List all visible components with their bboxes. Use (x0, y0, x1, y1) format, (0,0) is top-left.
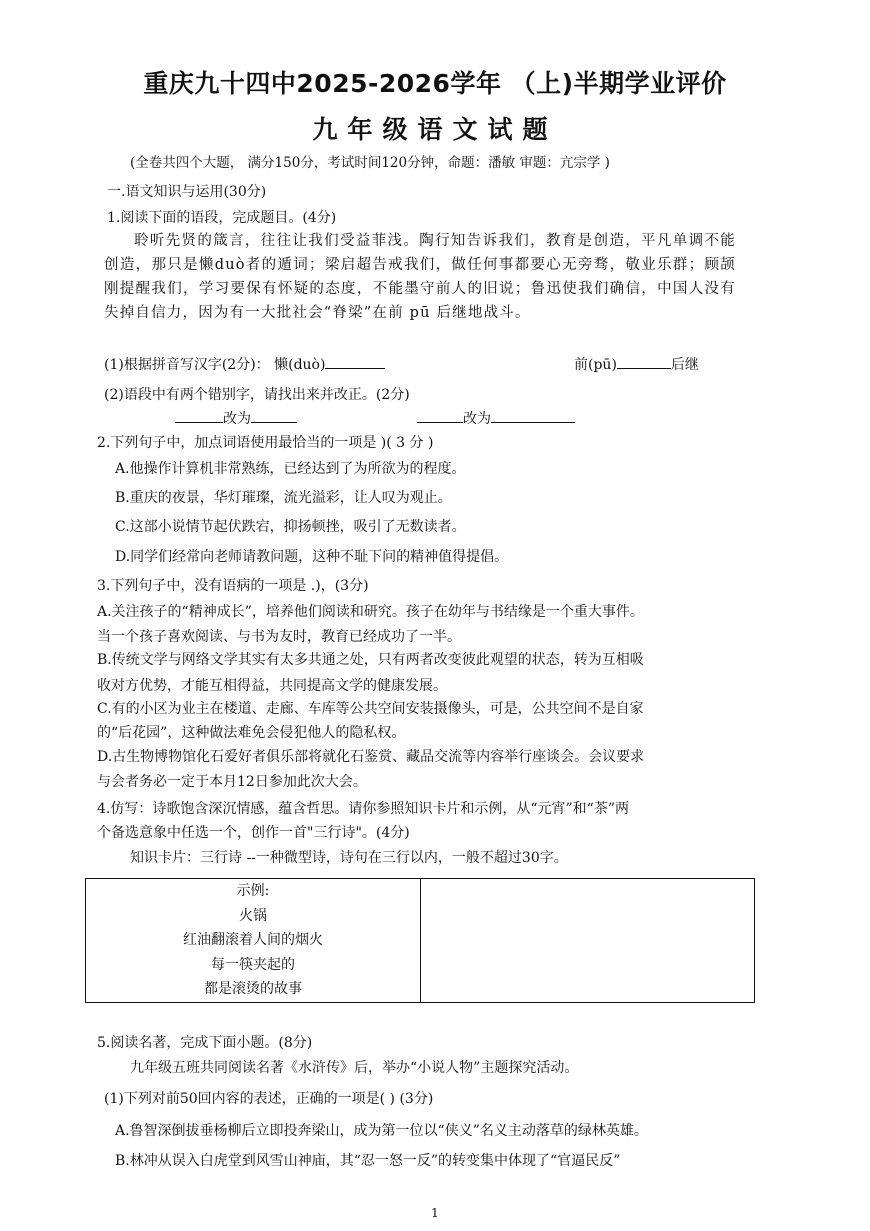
q1-sub1-right (574, 354, 699, 374)
q3-line: 的“后花园”，这种做法难免会侵犯他人的隐私权。 (97, 725, 406, 741)
q3-line: D.古生物博物馆化石爱好者俱乐部将就化石鉴赏、藏品交流等内容举行座谈会。会议要求 (97, 749, 645, 765)
exam-subtitle: 九年级语文试题 (312, 115, 558, 144)
q1-fix-line (175, 408, 297, 428)
poem-line: 每一筷夹起的 (211, 956, 295, 973)
answer-blank[interactable] (325, 354, 385, 369)
q5-prompt: 5.阅读名著，完成下面小题。(8分) (97, 1035, 313, 1051)
answer-blank[interactable] (417, 408, 463, 423)
fix-label: 改为 (463, 411, 491, 427)
q3-line: 与会者务必一定于本月12日参加此次大会。 (97, 774, 367, 790)
q2-option-d: D.同学们经常向老师请教问题，这种不耻下问的精神值得提倡。 (115, 549, 509, 565)
q3-line: 收对方优势，才能互相得益，共同提高文学的健康发展。 (97, 678, 447, 694)
q1-fix-line-2 (417, 408, 575, 428)
poem-line: 红油翻滚着人间的烟火 (183, 932, 323, 948)
q1-sub1-line (104, 354, 385, 374)
q2-option-b: B.重庆的夜景，华灯璀璨，流光溢彩，让人叹为观止。 (115, 490, 452, 506)
page-number: 1 (431, 1206, 439, 1220)
answer-cell[interactable] (421, 879, 755, 1003)
q3-line: C.有的小区为业主在楼道、走廊、车库等公共空间安装摄像头，可是，公共空间不是自家 (97, 701, 644, 717)
q1-passage: 聆听先贤的箴言，往往让我们受益菲浅。陶行知告诉我们，教育是创造，平凡单调不能创造，那只是懒duò者的遁词；梁启超告戒我们，做任何事都要心无旁骛，敬业乐群；顾颉刚提醒我们，学习要保有怀疑的态度，不能墨守前人的旧说；鲁迅使我们确信，中国人没有失掉自信力，因为有一大批社会“脊梁”在前 pū 后继地战斗。 (104, 233, 736, 321)
q3-line: B.传统文学与网络文学其实有太多共通之处，只有两者改变彼此观望的状态，转为互相吸 (97, 652, 644, 668)
fix-label: 改为 (223, 411, 251, 427)
exam-info: (全卷共四个大题， 满分150分，考试时间120分钟，命题：潘敏 审题：亢宗学 ) (130, 155, 610, 171)
poem-line: 火锅 (239, 907, 267, 924)
q1-prompt: 1.阅读下面的语段，完成题目。(4分) (107, 210, 337, 226)
q5-sub1: (1)下列对前50回内容的表述，正确的一项是( ) (3分) (104, 1091, 434, 1107)
q2-option-c: C.这部小说情节起伏跌宕，抑扬顿挫，吸引了无数读者。 (115, 519, 466, 535)
q5-option-b: B.林冲从误入白虎堂到风雪山神庙，其“忍一怒一反”的转变集中体现了“官逼民反” (115, 1153, 621, 1169)
poem-table (85, 878, 755, 1003)
q1-sub1-right-pre: 前(pū) (574, 357, 617, 373)
q3-prompt: 3.下列句子中，没有语病的一项是 .)，(3分) (97, 578, 369, 594)
q4-line: 4.仿写：诗歌饱含深沉情感，蕴含哲思。请你参照知识卡片和示例，从“元宵”和“茶”两 (97, 801, 629, 817)
section-heading: 一.语文知识与运用(30分) (107, 184, 267, 200)
q3-line: A.关注孩子的“精神成长”，培养他们阅读和研究。孩子在幼年与书结缘是一个重大事件。 (97, 604, 644, 620)
q1-sub1-text: (1)根据拼音写汉字(2分)： 懒(duò) (104, 357, 326, 373)
exam-title: 重庆九十四中2025-2026学年 （上)半期学业评价 (143, 69, 727, 98)
q5-intro: 九年级五班共同阅读名著《水浒传》后，举办“小说人物”主题探究活动。 (130, 1060, 579, 1076)
q2-option-a: A.他操作计算机非常熟练，已经达到了为所欲为的程度。 (115, 461, 466, 477)
q1-sub2-text: (2)语段中有两个错别字，请找出来并改正。(2分) (104, 387, 410, 403)
poem-line: 都是滚烫的故事 (204, 981, 302, 997)
answer-blank[interactable] (617, 354, 671, 369)
q4-line: 个备选意象中任选一个，创作一首"三行诗"。(4分) (97, 825, 410, 841)
q2-prompt: 2.下列句子中，加点词语使用最恰当的一项是 )( 3 分 ) (97, 435, 434, 451)
answer-blank[interactable] (491, 408, 575, 423)
q5-option-a: A.鲁智深倒拔垂杨柳后立即投奔梁山，成为第一位以“侠义”名义主动落草的绿林英雄。 (115, 1123, 648, 1139)
q4-knowledge-card: 知识卡片：三行诗 --一种微型诗，诗句在三行以内，一般不超过30字。 (130, 850, 568, 866)
answer-blank[interactable] (175, 408, 223, 423)
example-label: 示例: (236, 883, 270, 899)
answer-blank[interactable] (251, 408, 297, 423)
q3-line: 当一个孩子喜欢阅读、与书为友时，教育已经成功了一半。 (97, 629, 461, 645)
q1-sub1-right-post: 后继 (670, 357, 699, 373)
example-cell (86, 879, 421, 1003)
